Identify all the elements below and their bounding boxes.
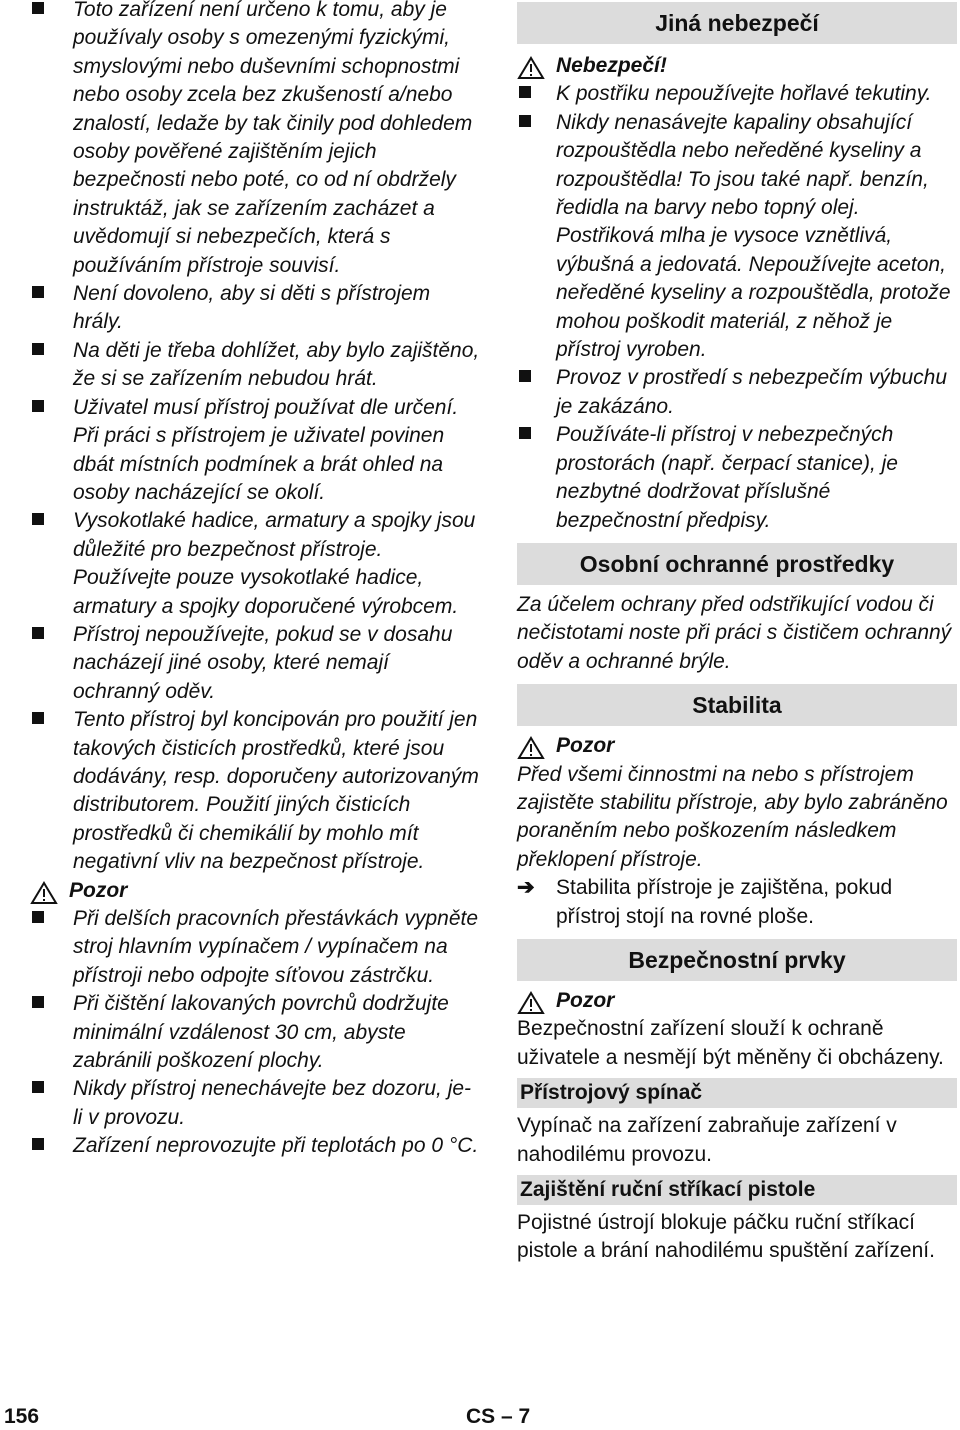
warning-triangle-icon	[517, 736, 545, 760]
section-title-safety-devices: Bezpečnostní prvky	[517, 939, 957, 981]
bullet-square-icon	[32, 1138, 44, 1150]
bullet-square-icon	[519, 427, 531, 439]
caution-heading: Pozor	[517, 987, 957, 1015]
section-title-protective-equipment: Osobní ochranné prostředky	[517, 543, 957, 585]
list-item: Vysokotlaké hadice, armatury a spojky jsou důležité pro bezpečnost přístroje. Používejte pouze vysokotlaké hadice, armatury a spojky doporučené výrobcem.	[30, 507, 480, 621]
section-title-stability: Stabilita	[517, 684, 957, 726]
arrow-right-icon: ➔	[517, 876, 535, 900]
protective-equipment-text: Za účelem ochrany před odstřikující vodou či nečistotami noste při práci s čističem ochranný oděv a ochranné brýle.	[517, 592, 952, 673]
warning-triangle-icon	[30, 881, 58, 905]
bullet-square-icon	[32, 2, 44, 14]
list-item: Při delších pracovních přestávkách vypněte stroj hlavním vypínačem / vypínačem na přístroji nebo odpojte síťovou zástrčku.	[30, 905, 480, 990]
page-number: 156	[4, 1405, 40, 1428]
list-item: Při čištění lakovaných povrchů dodržujte minimální vzdálenost 30 cm, abyste zabránili poškození plochy.	[30, 990, 480, 1075]
warning-triangle-icon	[517, 991, 545, 1015]
subsection-title-gun-lock: Zajištění ruční stříkací pistole	[517, 1175, 957, 1205]
list-item: Tento přístroj byl koncipován pro použití jen takových čisticích prostředků, které jsou dodávány, resp. doporučeny autorizovaným distributorem. Použití jiných čisticích prostředků či chemikálií by mohlo mít negativní vliv na bezpečnost přístroje.	[30, 706, 480, 876]
bullet-square-icon	[32, 627, 44, 639]
list-item: Toto zařízení není určeno k tomu, aby je používaly osoby s omezenými fyzickými, smyslovými nebo duševními schopnostmi nebo osoby zcela bez zkušeností a/nebo znalostí, ledaže by tak činily pod dohledem osoby pověřené zajištěním jejich bezpečnosti nebo poté, co od ní obdržely instruktáž, jak se zařízením zacházet a uvědomují si nebezpečích, která s používáním přístroje souvisí.	[30, 0, 480, 280]
section-title-other-hazards: Jiná nebezpečí	[517, 2, 957, 44]
bullet-square-icon	[32, 712, 44, 724]
warning-heading: Pozor	[30, 877, 480, 905]
list-item: Přístroj nepoužívejte, pokud se v dosahu nacházejí jiné osoby, které nemají ochranný oděv.	[30, 621, 480, 706]
list-item: Uživatel musí přístroj používat dle určení. Při práci s přístrojem je uživatel povinen dbát místních podmínek a brát ohled na osoby nacházející se okolí.	[30, 394, 480, 508]
stability-text: Před všemi činnostmi na nebo s přístrojem zajistěte stabilitu přístroje, aby bylo zabráněno poraněním nebo poškozením následkem překlopení přístroje.	[517, 762, 948, 871]
list-item: K postřiku nepoužívejte hořlavé tekutiny.	[517, 80, 957, 108]
bullet-square-icon	[32, 400, 44, 412]
list-item: Používáte-li přístroj v nebezpečných prostorách (např. čerpací stanice), je nezbytné dodržovat příslušné bezpečnostní předpisy.	[517, 421, 957, 535]
bullet-square-icon	[32, 286, 44, 298]
bullet-square-icon	[519, 115, 531, 127]
result-note: ➔ Stabilita přístroje je zajištěna, pokud přístroj stojí na rovné ploše.	[517, 876, 893, 928]
list-item: Zařízení neprovozujte při teplotách po 0 °C.	[30, 1132, 480, 1160]
list-item: Nikdy nenasávejte kapaliny obsahující rozpouštědla nebo neředěné kyseliny a rozpouštědla! To jsou také např. benzín, ředidla na barvy nebo topný olej. Postřiková mlha je vysoce vznětlivá, výbušná a jedovatá. Nepoužívejte aceton, neředěné kyseliny a rozpouštědla, protože mohou poškodit materiál, z něhož je přístroj vyroben.	[517, 109, 957, 365]
device-switch-text: Vypínač na zařízení zabraňuje zařízení v nahodilému provozu.	[517, 1114, 897, 1166]
left-column	[30, 0, 480, 1161]
caution-heading: Pozor	[517, 732, 957, 760]
safety-devices-text: Bezpečnostní zařízení slouží k ochraně uživatele a nesmějí být měněny či obcházeny.	[517, 1017, 944, 1069]
bullet-square-icon	[32, 911, 44, 923]
bullet-square-icon	[519, 370, 531, 382]
list-item: Provoz v prostředí s nebezpečím výbuchu je zakázáno.	[517, 364, 957, 421]
bullet-square-icon	[32, 996, 44, 1008]
list-item: Na děti je třeba dohlížet, aby bylo zajištěno, že si se zařízením nebudou hrát.	[30, 337, 480, 394]
bullet-square-icon	[519, 86, 531, 98]
danger-heading: Nebezpečí!	[517, 52, 957, 80]
subsection-title-device-switch: Přístrojový spínač	[517, 1078, 957, 1108]
warning-triangle-icon	[517, 56, 545, 80]
bullet-square-icon	[32, 343, 44, 355]
gun-lock-text: Pojistné ústrojí blokuje páčku ruční stříkací pistole a brání nahodilému spuštění zařízení.	[517, 1211, 935, 1263]
language-page-label: CS – 7	[466, 1405, 531, 1428]
bullet-square-icon	[32, 1081, 44, 1093]
list-item: Nikdy přístroj nenechávejte bez dozoru, je-li v provozu.	[30, 1075, 480, 1132]
bullet-square-icon	[32, 513, 44, 525]
list-item: Není dovoleno, aby si děti s přístrojem hrály.	[30, 280, 480, 337]
right-column	[517, 2, 957, 1266]
